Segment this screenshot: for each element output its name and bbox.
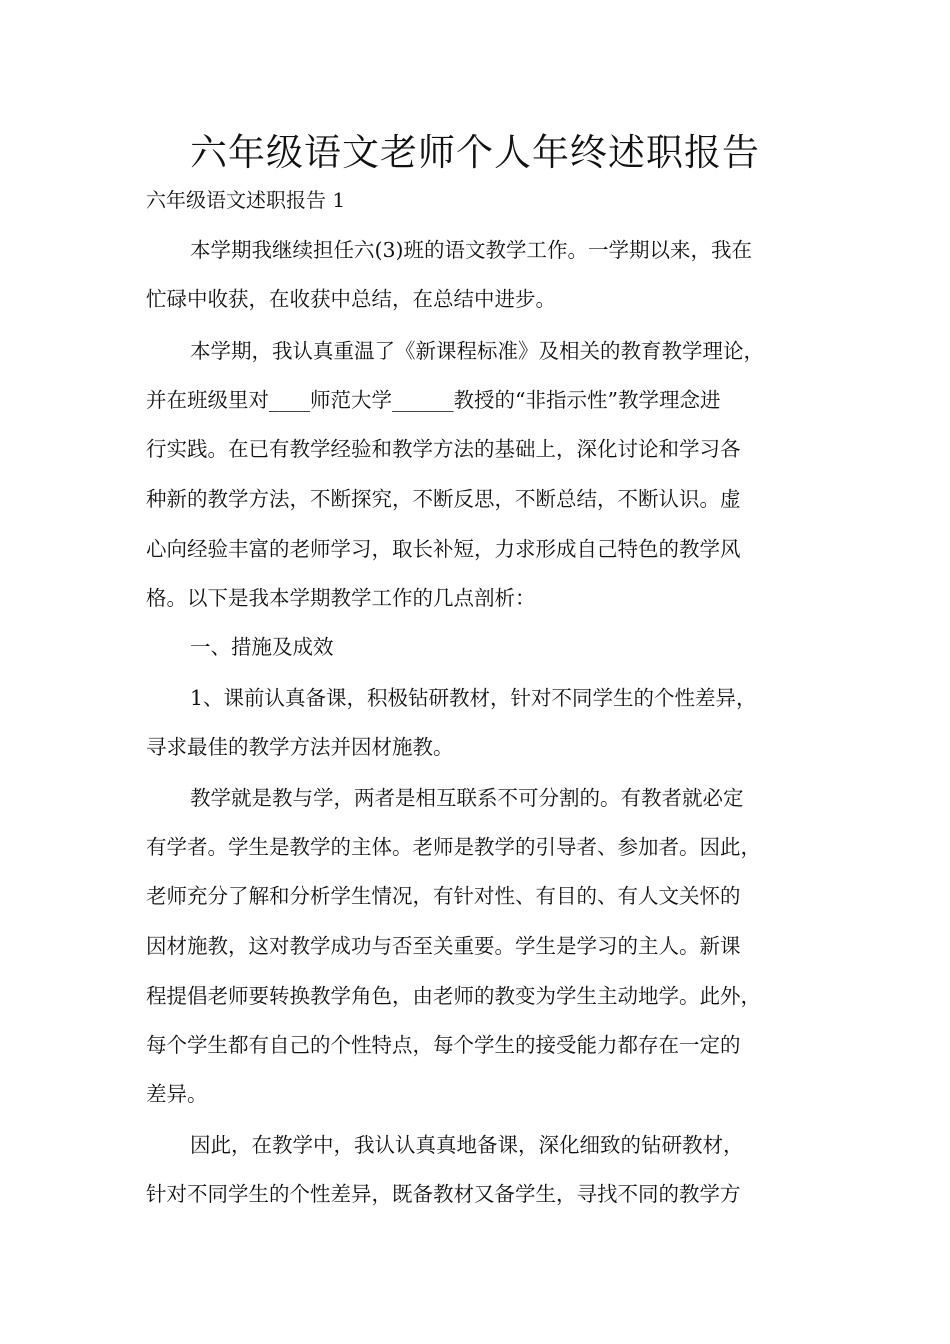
paragraph-line: 因此，在教学中，我认认真真地备课，深化细致的钻研教材，: [190, 1133, 744, 1157]
paragraph-line: 程提倡老师要转换教学角色，由老师的教变为学生主动地学。此外，: [146, 984, 761, 1008]
paragraph-line: 1、课前认真备课，积极钻研教材，针对不同学生的个性差异，: [190, 686, 757, 710]
paragraph-line: 本学期我继续担任六(3)班的语文教学工作。一学期以来，我在: [190, 238, 753, 262]
paragraph-line: 忙碌中收获，在收获中总结，在总结中进步。: [146, 287, 556, 311]
section-heading: 一、措施及成效: [190, 635, 334, 659]
paragraph-line: 心向经验丰富的老师学习，取长补短，力求形成自己特色的教学风: [146, 537, 741, 561]
paragraph-line: 格。以下是我本学期教学工作的几点剖析：: [146, 586, 536, 610]
paragraph-line: 并在班级里对____师范大学______教授的“非指示性”教学理念进: [146, 388, 721, 412]
paragraph-line: 因材施教，这对教学成功与否至关重要。学生是学习的主人。新课: [146, 934, 741, 958]
paragraph-line: 差异。: [146, 1082, 208, 1106]
document-title: 六年级语文老师个人年终述职报告: [190, 131, 760, 174]
paragraph-line: 有学者。学生是教学的主体。老师是教学的引导者、参加者。因此，: [146, 835, 761, 859]
paragraph-line: 寻求最佳的教学方法并因材施教。: [146, 735, 454, 759]
paragraph-line: 每个学生都有自己的个性特点，每个学生的接受能力都存在一定的: [146, 1033, 741, 1057]
paragraph-line: 本学期，我认真重温了《新课程标准》及相关的教育教学理论，: [190, 339, 764, 363]
paragraph-line: 针对不同学生的个性差异，既备教材又备学生，寻找不同的教学方: [146, 1182, 741, 1206]
paragraph-line: 教学就是教与学，两者是相互联系不可分割的。有教者就必定: [190, 786, 744, 810]
document-subtitle: 六年级语文述职报告 1: [146, 188, 346, 212]
paragraph-line: 行实践。在已有教学经验和教学方法的基础上，深化讨论和学习各: [146, 437, 741, 461]
paragraph-line: 种新的教学方法，不断探究，不断反思，不断总结，不断认识。虚: [146, 487, 741, 511]
paragraph-line: 老师充分了解和分析学生情况，有针对性、有目的、有人文关怀的: [146, 884, 741, 908]
